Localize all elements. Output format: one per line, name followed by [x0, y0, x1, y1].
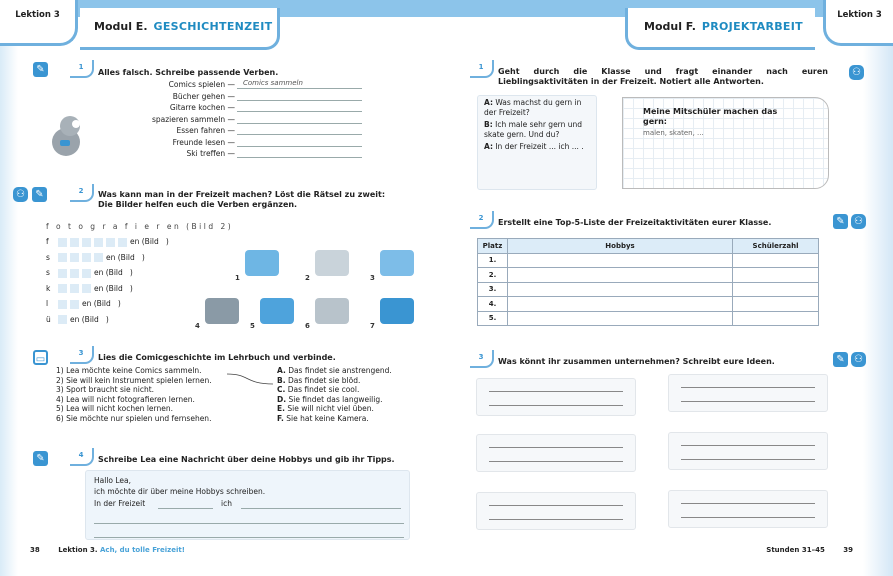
- picture-item: [305, 296, 355, 330]
- task2-instruction-2: Die Bilder helfen euch die Verben ergänzen.: [98, 200, 298, 209]
- letter-cell-input[interactable]: [106, 238, 115, 247]
- puzzle-row: [46, 283, 169, 299]
- task4-instruction: Schreibe Lea eine Nachricht über deine Hobbys und gib ihr Tipps.: [98, 455, 395, 464]
- task1-item: [125, 125, 365, 137]
- message-line: In der Freizeit: [94, 499, 146, 508]
- letter-cell-input[interactable]: [82, 269, 91, 278]
- idea-line-input[interactable]: [681, 517, 815, 518]
- puzzle-suffix: en (Bild ): [94, 283, 133, 293]
- idea-line-input[interactable]: [489, 391, 623, 392]
- letter-cell-input[interactable]: [94, 253, 103, 262]
- footer-hours: Stunden 31–45: [766, 546, 825, 554]
- message-line: ich möchte dir über meine Hobbys schreiben.: [94, 487, 266, 496]
- task1-prompt: Ski treffen —: [186, 149, 235, 158]
- task1-prompt: Freunde lesen —: [172, 137, 235, 147]
- modul-f-header: [625, 8, 815, 50]
- task1-prompt: Bücher gehen —: [172, 91, 235, 101]
- header-platz: Platz: [478, 239, 508, 254]
- message-box: [85, 470, 410, 540]
- modul-title: GESCHICHTENZEIT: [153, 20, 273, 33]
- letter-cell-input[interactable]: [94, 238, 103, 247]
- letter-cell-input[interactable]: [70, 300, 79, 309]
- letter-cell-input[interactable]: [118, 238, 127, 247]
- modul-title: PROJEKTARBEIT: [701, 20, 803, 33]
- picture-number: 1: [235, 274, 240, 282]
- pair-work-icon: ⚇: [851, 214, 866, 229]
- table-row: [478, 311, 819, 326]
- page-number: 38: [30, 546, 40, 554]
- rtask1-instruction-2: Lieblingsaktivitäten in der Freizeit. Notiert alle Antworten.: [498, 77, 764, 86]
- puzzle-row: [46, 267, 169, 283]
- table-row: [478, 282, 819, 297]
- idea-box[interactable]: [476, 378, 636, 416]
- blank-input[interactable]: [94, 514, 404, 524]
- lektion-tab-left: [0, 0, 78, 46]
- picture-number: 4: [195, 322, 200, 330]
- idea-line-input[interactable]: [489, 519, 623, 520]
- skateboard-icon: [315, 298, 349, 324]
- idea-line-input[interactable]: [681, 401, 815, 402]
- task1-prompt: Comics spielen —: [168, 80, 235, 89]
- count-input[interactable]: [733, 297, 819, 312]
- puzzle-suffix: en (Bild ): [70, 314, 109, 324]
- picture-grid: [195, 248, 430, 338]
- puzzle-row: [46, 298, 169, 314]
- letter-cell-input[interactable]: [58, 315, 67, 324]
- notes-paper: [622, 97, 829, 189]
- page-number: 39: [843, 546, 853, 554]
- rtask3-instruction: Was könnt ihr zusammen unternehmen? Schreibt eure Ideen.: [498, 357, 775, 366]
- reaction-letter: E.: [277, 404, 285, 413]
- task1-list: [125, 79, 365, 160]
- count-input[interactable]: [733, 311, 819, 326]
- count-input[interactable]: [733, 268, 819, 283]
- idea-box[interactable]: [476, 434, 636, 472]
- task1-answer-input[interactable]: [237, 137, 362, 147]
- footer-left: [30, 546, 185, 554]
- task-number: 3: [70, 346, 94, 364]
- task1-prompt: Gitarre kochen —: [169, 103, 235, 112]
- rank-cell: 3.: [478, 282, 508, 297]
- letter-cell-input[interactable]: [82, 284, 91, 293]
- reaction-text: Sie will nicht viel üben.: [287, 404, 374, 413]
- task1-answer-input[interactable]: Comics sammeln: [237, 79, 362, 89]
- table-row: [478, 297, 819, 312]
- pair-work-icon: ⚇: [851, 352, 866, 367]
- picture-item: [235, 248, 285, 282]
- reaction-letter: D.: [277, 394, 287, 404]
- puzzle-letter: f: [46, 237, 49, 246]
- idea-line-input[interactable]: [489, 461, 623, 462]
- camera-icon: [315, 250, 349, 276]
- message-line: ich: [221, 499, 232, 508]
- pencil-icon: ✎: [33, 62, 48, 77]
- idea-line-input[interactable]: [681, 445, 815, 446]
- reaction-letter: A.: [277, 366, 286, 375]
- letter-cell-input[interactable]: [58, 269, 67, 278]
- header-hobbys: Hobbys: [508, 239, 733, 254]
- dialog-speaker: A:: [484, 142, 493, 151]
- task1-answer-input[interactable]: [237, 125, 362, 135]
- dialog-text: In der Freizeit ... ich ... .: [495, 142, 584, 151]
- picture-number: 5: [250, 322, 255, 330]
- dialog-line: [478, 96, 596, 118]
- task1-answer-input[interactable]: [237, 148, 362, 158]
- task-number: 2: [470, 211, 494, 229]
- letter-cell-input[interactable]: [58, 300, 67, 309]
- puzzle-letter: l: [46, 299, 49, 308]
- book-icon: ▭: [33, 350, 48, 365]
- statement-item: 6) Sie möchte nur spielen und fernsehen.: [56, 413, 212, 423]
- reaction-item: [277, 366, 392, 376]
- task1-prompt: Essen fahren —: [176, 126, 235, 135]
- match-line: [225, 370, 275, 390]
- reaction-letter: C.: [277, 385, 286, 394]
- count-input[interactable]: [733, 253, 819, 268]
- left-edge-gradient: [0, 0, 18, 576]
- statement-item: 1) Lea möchte keine Comics sammeln.: [56, 366, 202, 375]
- task1-item: [125, 137, 365, 149]
- task1-item: [125, 79, 365, 91]
- task1-answer-input[interactable]: [237, 91, 362, 101]
- letter-cell-input[interactable]: [70, 238, 79, 247]
- hobby-input[interactable]: [508, 253, 733, 268]
- picture-number: 6: [305, 322, 310, 330]
- task-number: 3: [470, 350, 494, 368]
- letter-cell-input[interactable]: [70, 269, 79, 278]
- picture-number: 3: [370, 274, 375, 282]
- reaction-text: Sie hat keine Kamera.: [286, 413, 369, 423]
- puzzle-row: [46, 252, 169, 268]
- notes-example: malen, skaten, ...: [643, 129, 704, 137]
- puzzle-suffix: en (Bild ): [82, 299, 121, 308]
- task1-answer-input[interactable]: [237, 102, 362, 112]
- cooking-icon: [245, 250, 279, 276]
- footer-subtitle: Ach, du tolle Freizeit!: [100, 546, 185, 554]
- task2-instruction-1: Was kann man in der Freizeit machen? Löst die Rätsel zu zweit:: [98, 190, 386, 199]
- letter-cell-input[interactable]: [58, 238, 67, 247]
- reaction-item: [277, 404, 392, 414]
- puzzle-letter: k: [46, 283, 51, 293]
- tv-icon: [205, 298, 239, 324]
- puzzle-letter: s: [46, 268, 50, 277]
- task-number: 2: [70, 184, 94, 202]
- statement-item: 3) Sport braucht sie nicht.: [56, 385, 155, 394]
- lektion-label: Lektion 3: [15, 10, 60, 20]
- dialog-speaker: A:: [484, 98, 493, 107]
- statement-item: 4) Lea will nicht fotografieren lernen.: [56, 394, 195, 404]
- reactions-list: [277, 366, 392, 423]
- pencil-icon: ✎: [32, 187, 47, 202]
- puzzle-example: f o t o g r a f i e r en (Bild 2): [46, 222, 234, 231]
- elephant-mascot-icon: [46, 112, 86, 160]
- picture-number: 7: [370, 322, 375, 330]
- letter-cell-input[interactable]: [70, 284, 79, 293]
- task-number: 1: [470, 60, 494, 78]
- hobby-input[interactable]: [508, 268, 733, 283]
- letter-cell-input[interactable]: [82, 238, 91, 247]
- task3-instruction: Lies die Comicgeschichte im Lehrbuch und verbinde.: [98, 353, 336, 362]
- pencil-icon: ✎: [833, 352, 848, 367]
- letter-cell-input[interactable]: [58, 284, 67, 293]
- rank-cell: 2.: [478, 268, 508, 283]
- picture-item: [370, 296, 420, 330]
- dialog-box: [477, 95, 597, 190]
- dialog-speaker: B:: [484, 120, 493, 129]
- task1-prompt: spazieren sammeln —: [151, 114, 235, 124]
- idea-line-input[interactable]: [681, 459, 815, 460]
- hobby-input[interactable]: [508, 311, 733, 326]
- count-input[interactable]: [733, 282, 819, 297]
- reaction-item: [277, 414, 392, 424]
- idea-box[interactable]: [668, 432, 828, 470]
- pair-work-icon: ⚇: [849, 65, 864, 80]
- notes-title: Meine Mitschüler machen das gern:: [643, 107, 778, 126]
- table-row: [478, 253, 819, 268]
- task-number: 1: [70, 60, 94, 78]
- ski-map-icon: [380, 250, 414, 276]
- task1-item: [125, 114, 365, 126]
- modul-prefix: Modul E.: [94, 20, 148, 33]
- picture-number: 2: [305, 274, 310, 282]
- right-edge-gradient: [863, 0, 893, 576]
- idea-line-input[interactable]: [681, 503, 815, 504]
- task1-item: [125, 148, 365, 160]
- puzzle-row: [46, 314, 169, 330]
- reaction-item: [277, 376, 392, 386]
- greeting: Hallo Lea,: [94, 476, 132, 485]
- rtask1-instruction-1: Geht durch die Klasse und fragt einander nach euren: [498, 67, 828, 76]
- blank-input[interactable]: [94, 528, 404, 538]
- idea-box[interactable]: [476, 492, 636, 530]
- blank-input[interactable]: [158, 499, 213, 509]
- phone-icon: [380, 298, 414, 324]
- header-schuelerzahl: Schülerzahl: [733, 239, 819, 254]
- task1-instruction: Alles falsch. Schreibe passende Verben.: [98, 68, 279, 77]
- modul-e-header: [80, 8, 280, 50]
- dialog-text: Was machst du gern in der Freizeit?: [484, 98, 582, 117]
- top5-table: [477, 238, 819, 326]
- pencil-icon: ✎: [833, 214, 848, 229]
- lektion-tab-right: [823, 0, 893, 46]
- picture-item: [370, 248, 420, 282]
- lektion-label: Lektion 3: [837, 10, 882, 20]
- idea-box[interactable]: [668, 490, 828, 528]
- rank-cell: 1.: [478, 253, 508, 268]
- puzzle-suffix: en (Bild ): [106, 252, 145, 262]
- reaction-text: Das findet sie cool.: [287, 385, 360, 394]
- table-row: [478, 268, 819, 283]
- hobby-input[interactable]: [508, 282, 733, 297]
- task1-item: [125, 102, 365, 114]
- letter-cell-input[interactable]: [70, 253, 79, 262]
- reaction-letter: B.: [277, 375, 286, 385]
- footer-lektion: Lektion 3.: [58, 546, 98, 554]
- picture-item: [305, 248, 355, 282]
- puzzle-rows: [46, 236, 169, 329]
- rank-cell: 5.: [478, 311, 508, 326]
- modul-prefix: Modul F.: [644, 20, 696, 33]
- dialog-line: [478, 140, 596, 152]
- picture-item: [195, 296, 245, 330]
- rank-cell: 4.: [478, 297, 508, 312]
- pencil-icon: ✎: [33, 451, 48, 466]
- puzzle-letter: s: [46, 252, 50, 262]
- dialog-text: Ich male sehr gern und skate gern. Und du?: [484, 120, 583, 139]
- reaction-text: Sie findet das langweilig.: [288, 394, 383, 404]
- task1-item: [125, 91, 365, 103]
- statement-item: 5) Lea will nicht kochen lernen.: [56, 404, 173, 413]
- dialog-line: [478, 118, 596, 140]
- idea-box[interactable]: [668, 374, 828, 412]
- puzzle-suffix: en (Bild ): [94, 268, 133, 277]
- letter-cell-input[interactable]: [58, 253, 67, 262]
- letter-cell-input[interactable]: [82, 253, 91, 262]
- reaction-letter: F.: [277, 413, 284, 423]
- pair-work-icon: ⚇: [13, 187, 28, 202]
- blank-input[interactable]: [241, 499, 401, 509]
- puzzle-suffix: en (Bild ): [130, 237, 169, 246]
- idea-line-input[interactable]: [489, 447, 623, 448]
- book-icon: [260, 298, 294, 324]
- idea-line-input[interactable]: [489, 505, 623, 506]
- footer-right: [766, 546, 853, 554]
- hobby-input[interactable]: [508, 297, 733, 312]
- idea-line-input[interactable]: [489, 405, 623, 406]
- reaction-text: Das findet sie anstrengend.: [288, 366, 392, 375]
- statements-list: [56, 366, 212, 423]
- statement-item: 2) Sie will kein Instrument spielen lernen.: [56, 375, 212, 385]
- idea-line-input[interactable]: [681, 387, 815, 388]
- puzzle-row: [46, 236, 169, 252]
- picture-item: [250, 296, 300, 330]
- reaction-text: Das findet sie blöd.: [287, 375, 361, 385]
- puzzle-letter: ü: [46, 314, 51, 324]
- task-number: 4: [70, 448, 94, 466]
- task1-answer-input[interactable]: [237, 114, 362, 124]
- rtask2-instruction: Erstellt eine Top-5-Liste der Freizeitaktivitäten eurer Klasse.: [498, 218, 772, 227]
- reaction-item: [277, 385, 392, 395]
- reaction-item: [277, 395, 392, 405]
